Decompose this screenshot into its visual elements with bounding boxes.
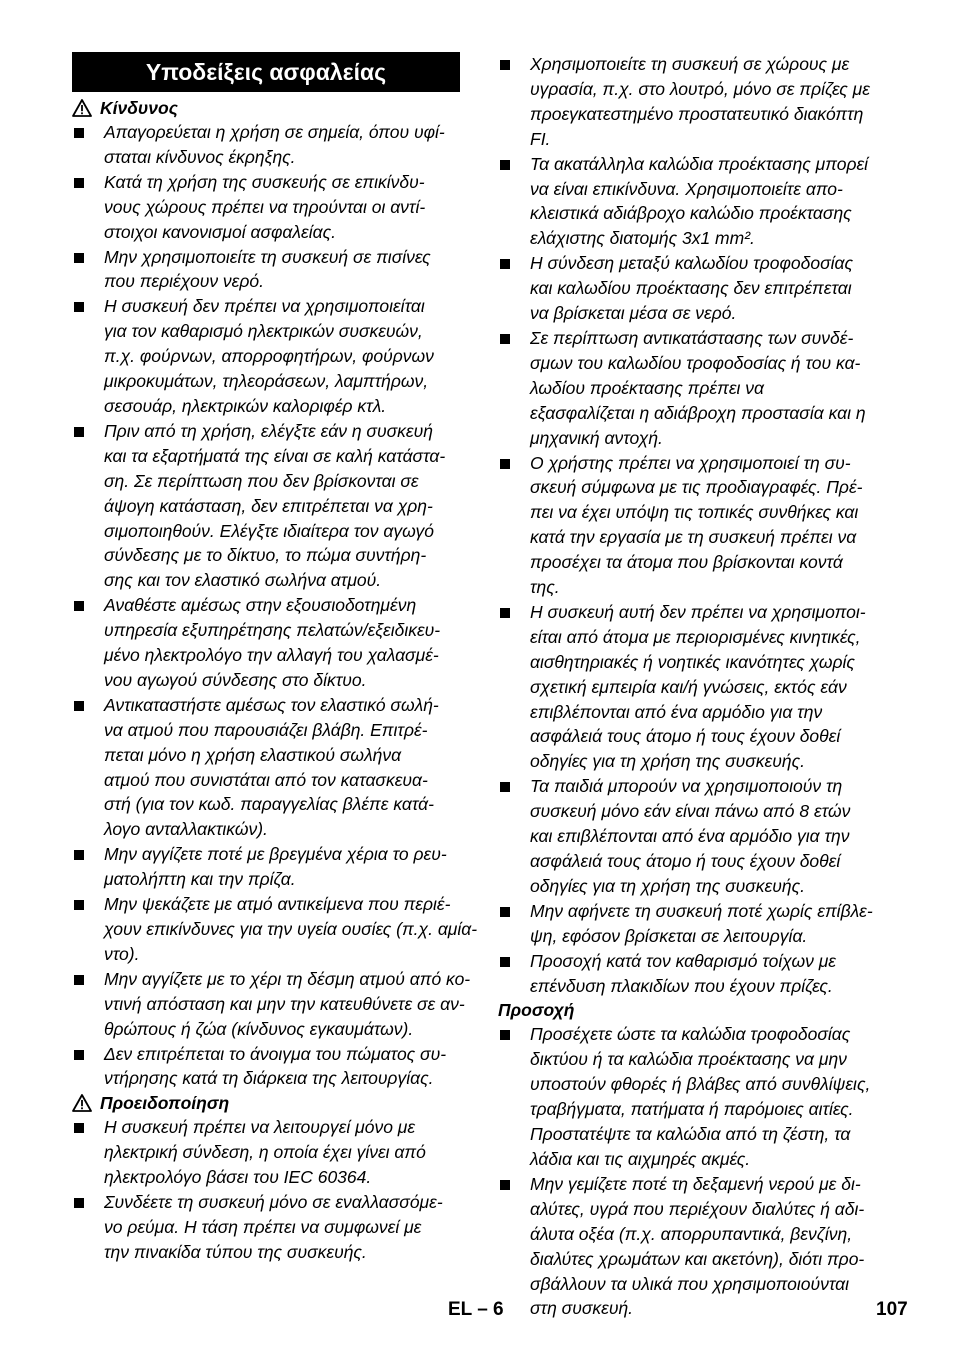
list-item-text: Τα ακατάλληλα καλώδια προέκτασης μπορεί <box>530 153 869 174</box>
list-item-text: αλύτες, υγρά που περιέχουν διαλύτες ή αδι- <box>530 1198 865 1219</box>
list-item-text: ασφάλειά τους άτομο ή τους έχουν δοθεί <box>530 726 841 747</box>
danger-label: Κίνδυνος <box>100 98 178 118</box>
list-item <box>498 949 888 999</box>
list-item-text: Πριν από τη χρήση, ελέγξτε εάν η συσκευή <box>104 420 433 441</box>
list-item-text: να ατμού που παρουσιάζει βλάβη. Επιτρέ- <box>104 719 428 740</box>
list-item-text: μηχανική αντοχή. <box>530 427 663 448</box>
list-item <box>72 892 478 967</box>
list-item <box>498 1172 888 1321</box>
general-list <box>498 52 888 998</box>
list-item-text: Χρησιμοποιείτε τη συσκευή σε χώρους με <box>530 54 850 74</box>
list-item-text: Σε περίπτωση αντικατάστασης των συνδέ- <box>530 327 854 348</box>
list-item <box>498 451 888 600</box>
list-item-text: αισθητηριακές ή νοητικές ικανότητες χωρίς <box>530 651 855 672</box>
list-item-text: άψογη κατάσταση, δεν επιτρέπεται να χρη- <box>104 495 433 516</box>
list-item <box>72 842 460 892</box>
square-bullet-icon <box>500 907 510 917</box>
list-item-text: και τα εξαρτήματά της είναι σε καλή κατάστα- <box>104 445 446 466</box>
list-item <box>72 1042 460 1092</box>
square-bullet-icon <box>500 608 510 618</box>
list-item-text: Μην γεμίζετε ποτέ τη δεξαμενή νερού με δι- <box>530 1173 861 1194</box>
square-bullet-icon <box>74 1050 84 1060</box>
list-item-text: σβάλλουν τα υλικά που χρησιμοποιούνται <box>530 1273 849 1294</box>
list-item-text: ντο). <box>104 943 140 964</box>
list-item-text: λογο ανταλλακτικών). <box>104 819 268 840</box>
list-item-text: ατμού που συνιστάται από τον κατασκευα- <box>104 769 428 790</box>
square-bullet-icon <box>74 850 84 860</box>
list-item-text: υγρασία, π.χ. στο λουτρό, μόνο σε πρίζες με <box>530 78 870 99</box>
list-item-text: Κατά τη χρήση της συσκευής σε επικίνδυ- <box>104 171 425 192</box>
list-item-text: δικτύου ή τα καλώδια προέκτασης να μην <box>530 1049 847 1070</box>
list-item-text: που περιέχουν νερό. <box>104 271 264 292</box>
list-item-text: πει να έχει υπόψη τις τοπικές συνθήκες και <box>530 502 859 523</box>
list-item-text: σμων του καλωδίου τροφοδοσίας ή του κα- <box>530 352 861 373</box>
list-item-text: συσκευή μόνο εάν είναι πάνω από 8 ετών <box>530 801 851 822</box>
list-item-text: πεται μόνο η χρήση ελαστικού σωλήνα <box>104 744 402 765</box>
list-item-text: Μην ψεκάζετε με ατμό αντικείμενα που περιέ- <box>104 894 451 915</box>
list-item-text: Απαγορεύεται η χρήση σε σημεία, όπου υφί- <box>104 122 445 142</box>
right-column <box>498 52 888 1321</box>
square-bullet-icon <box>74 1123 84 1133</box>
warning-heading <box>72 1091 460 1115</box>
list-item-text: να βρίσκεται μέσα σε νερό. <box>530 303 737 324</box>
list-item <box>72 967 471 1042</box>
list-item-text: Μην αγγίζετε με το χέρι τη δέσμη ατμού από κο- <box>104 968 471 989</box>
list-item <box>498 774 888 899</box>
list-item-text: νους χώρους πρέπει να τηρούνται οι αντί- <box>104 196 426 217</box>
list-item-text: κατά την εργασία με τη συσκευή πρέπει να <box>530 527 857 548</box>
list-item-text: στοιχοι κανονισμοί ασφαλείας. <box>104 221 336 242</box>
list-item <box>72 593 460 693</box>
list-item <box>72 170 460 245</box>
list-item-text: τραβήγματα, πατήματα ή παρόμοιες αιτίες. <box>530 1099 854 1120</box>
list-item <box>72 120 460 170</box>
list-item-text: υποστούν φθορές ή βλάβες από συνθλίψεις, <box>530 1074 871 1095</box>
list-item-text: Η συσκευή δεν πρέπει να χρησιμοποιείται <box>104 296 425 317</box>
list-item-text: λωδίου προέκτασης πρέπει να <box>530 377 764 398</box>
list-item-text: ελάχιστης διατομής 3x1 mm². <box>530 228 755 249</box>
list-item-text: διαλύτες χρωμάτων και ακετόνη), διότι προ- <box>530 1248 865 1269</box>
list-item <box>498 52 888 152</box>
list-item <box>72 294 460 419</box>
danger-heading <box>72 96 460 120</box>
list-item-text: σύνδεσης με το δίκτυο, το πώμα συντήρη- <box>104 545 427 566</box>
list-item-text: προεγκατεστημένο προστατευτικό διακόπτη <box>530 103 864 124</box>
danger-list <box>72 120 478 1091</box>
list-item-text: Ο χρήστης πρέπει να χρησιμοποιεί τη συ- <box>530 452 851 473</box>
list-item-text: την πινακίδα τύπου της συσκευής. <box>104 1241 367 1262</box>
square-bullet-icon <box>74 900 84 910</box>
list-item-text: για τον καθαρισμό ηλεκτρικών συσκευών, <box>104 321 423 342</box>
list-item <box>72 245 460 295</box>
list-item-text: επιβλέπονται από ένα αρμόδιο για την <box>530 701 823 722</box>
list-item-text: FI. <box>530 128 551 149</box>
list-item-text: Προσοχή κατά τον καθαρισμό τοίχων με <box>530 950 836 971</box>
list-item-text: στη συσκευή. <box>530 1298 634 1319</box>
list-item-text: προσέχει τα άτομα που βρίσκονται κοντά <box>530 552 843 573</box>
list-item-text: σταται κίνδυνος έκρηξης. <box>104 146 296 167</box>
list-item-text: Δεν επιτρέπεται το άνοιγμα του πώματος συ- <box>104 1043 447 1064</box>
list-item-text: επένδυση πλακιδίων που έχουν πρίζες. <box>530 975 833 996</box>
list-item-text: Μην αγγίζετε ποτέ με βρεγμένα χέρια το ρευ- <box>104 844 447 865</box>
square-bullet-icon <box>74 1198 84 1208</box>
list-item-text: Η συσκευή αυτή δεν πρέπει να χρησιμοποι- <box>530 601 866 622</box>
list-item <box>498 152 888 252</box>
list-item-text: οδηγίες για τη χρήση της συσκευής. <box>530 751 805 772</box>
list-item-text: της. <box>530 577 560 598</box>
warning-label: Προειδοποίηση <box>100 1093 230 1114</box>
warning-triangle-icon <box>72 99 100 117</box>
list-item <box>72 1190 460 1265</box>
square-bullet-icon <box>500 60 510 70</box>
list-item <box>498 600 888 774</box>
list-item-text: σεσουάρ, ηλεκτρικών καλοριφέρ κτλ. <box>104 395 387 416</box>
list-item <box>498 326 888 451</box>
caution-list <box>498 1022 888 1321</box>
list-item-text: Προστατέψτε τα καλώδια από τη ζέστη, τα <box>530 1124 851 1145</box>
list-item-text: Αντικαταστήστε αμέσως τον ελαστικό σωλή- <box>104 694 439 715</box>
list-item-text: σχετική εμπειρία και/ή γνώσεις, εκτός εάν <box>530 676 847 697</box>
list-item-text: μένο ηλεκτρολόγο την αλλαγή του χαλασμέ- <box>104 645 439 666</box>
list-item-text: Τα παιδιά μπορούν να χρησιμοποιούν τη <box>530 776 843 797</box>
list-item <box>72 1115 460 1190</box>
list-item-text: νου αγωγού σύνδεσης στο δίκτυο. <box>104 669 367 690</box>
square-bullet-icon <box>500 259 510 269</box>
list-item <box>72 693 460 842</box>
list-item <box>498 1022 888 1171</box>
list-item-text: Αναθέστε αμέσως στην εξουσιοδοτημένη <box>104 595 417 616</box>
square-bullet-icon <box>500 957 510 967</box>
square-bullet-icon <box>74 601 84 611</box>
page-number: 107 <box>876 1299 908 1320</box>
list-item-text: λάδια και τις αιχμηρές ακμές. <box>530 1148 751 1169</box>
list-item-text: Μην χρησιμοποιείτε τη συσκευή σε πισίνες <box>104 246 431 267</box>
caution-label: Προσοχή <box>498 1000 575 1021</box>
square-bullet-icon <box>74 302 84 312</box>
list-item-text: νο ρεύμα. Η τάση πρέπει να συμφωνεί με <box>104 1216 422 1237</box>
list-item-text: στή (για τον κωδ. παραγγελίας βλέπε κατά- <box>104 794 434 815</box>
square-bullet-icon <box>74 128 84 138</box>
list-item-text: Η συσκευή πρέπει να λειτουργεί μόνο με <box>104 1117 416 1138</box>
list-item-text: άλυτα οξέα (π.χ. απορρυπαντικά, βενζίνη, <box>530 1223 853 1244</box>
square-bullet-icon <box>74 701 84 711</box>
list-item-text: Προσέχετε ώστε τα καλώδια τροφοδοσίας <box>530 1024 851 1045</box>
list-item-text: σιμοποιηθούν. Ελέγξτε ιδιαίτερα τον αγωγό <box>104 520 434 541</box>
list-item-text: είται από άτομα με περιορισμένες κινητικές, <box>530 626 861 647</box>
square-bullet-icon <box>74 975 84 985</box>
list-item-text: σκευή σύμφωνα με τις προδιαγραφές. Πρέ- <box>530 477 863 498</box>
list-item-text: μικροκυμάτων, τηλεοράσεων, λαμπτήρων, <box>104 371 429 392</box>
list-item-text: και καλωδίου προέκτασης δεν επιτρέπεται <box>530 278 852 299</box>
list-item-text: ηλεκτρολόγο βάσει του IEC 60364. <box>104 1167 372 1188</box>
list-item-text: κλειστικά αδιάβροχο καλώδιο προέκτασης <box>530 203 852 224</box>
list-item-text: ση. Σε περίπτωση που δεν βρίσκονται σε <box>104 470 419 491</box>
list-item-text: ηλεκτρική σύνδεση, η οποία έχει γίνει από <box>104 1142 426 1163</box>
list-item-text: ασφάλειά τους άτομο ή τους έχουν δοθεί <box>530 851 841 871</box>
list-item-text: ντήρησης κατά τη διάρκεια της λειτουργίας. <box>104 1068 434 1089</box>
list-item-text: χουν επικίνδυνες για την υγεία ουσίες (π.χ. αμία- <box>104 919 478 939</box>
footer-language-code: EL – 6 <box>448 1299 504 1320</box>
warning-list <box>72 1115 460 1264</box>
square-bullet-icon <box>500 459 510 469</box>
list-item-text: ντινή απόσταση και μην την κατευθύνετε σε αν- <box>104 993 465 1014</box>
list-item-text: π.χ. φούρνων, απορροφητήρων, φούρνων <box>104 346 434 367</box>
list-item-text: σης και τον ελαστικό σωλήνα ατμού. <box>104 570 382 591</box>
list-item <box>498 899 888 949</box>
square-bullet-icon <box>74 178 84 188</box>
square-bullet-icon <box>500 1030 510 1040</box>
list-item-text: ψη, εφόσον βρίσκεται σε λειτουργία. <box>530 925 808 946</box>
list-item-text: ματολήπτη και την πρίζα. <box>104 869 296 890</box>
list-item-text: οδηγίες για τη χρήση της συσκευής. <box>530 875 805 896</box>
list-item <box>498 251 888 326</box>
list-item-text: υπηρεσία εξυπηρέτησης πελατών/εξειδικευ- <box>104 620 441 641</box>
square-bullet-icon <box>74 253 84 263</box>
left-column <box>72 52 478 1265</box>
list-item-text: εξασφαλίζεται η αδιάβροχη προστασία και η <box>530 402 866 423</box>
list-item <box>72 419 460 593</box>
list-item-text: Συνδέετε τη συσκευή μόνο σε εναλλασσόμε- <box>104 1192 443 1213</box>
section-title: Υποδείξεις ασφαλείας <box>72 52 460 92</box>
list-item-text: Μην αφήνετε τη συσκευή ποτέ χωρίς επίβλε- <box>530 900 873 921</box>
caution-heading <box>498 998 888 1022</box>
list-item-text: θρώπους ή ζώα (κίνδυνος εγκαυμάτων). <box>104 1018 414 1039</box>
square-bullet-icon <box>500 334 510 344</box>
square-bullet-icon <box>74 427 84 437</box>
warning-triangle-icon <box>72 1094 100 1112</box>
list-item-text: να είναι επικίνδυνα. Χρησιμοποιείτε απο- <box>530 178 843 199</box>
square-bullet-icon <box>500 1180 510 1190</box>
list-item-text: Η σύνδεση μεταξύ καλωδίου τροφοδοσίας <box>530 253 854 274</box>
list-item-text: και επιβλέπονται από ένα αρμόδιο για την <box>530 826 850 847</box>
square-bullet-icon <box>500 782 510 792</box>
square-bullet-icon <box>500 160 510 170</box>
